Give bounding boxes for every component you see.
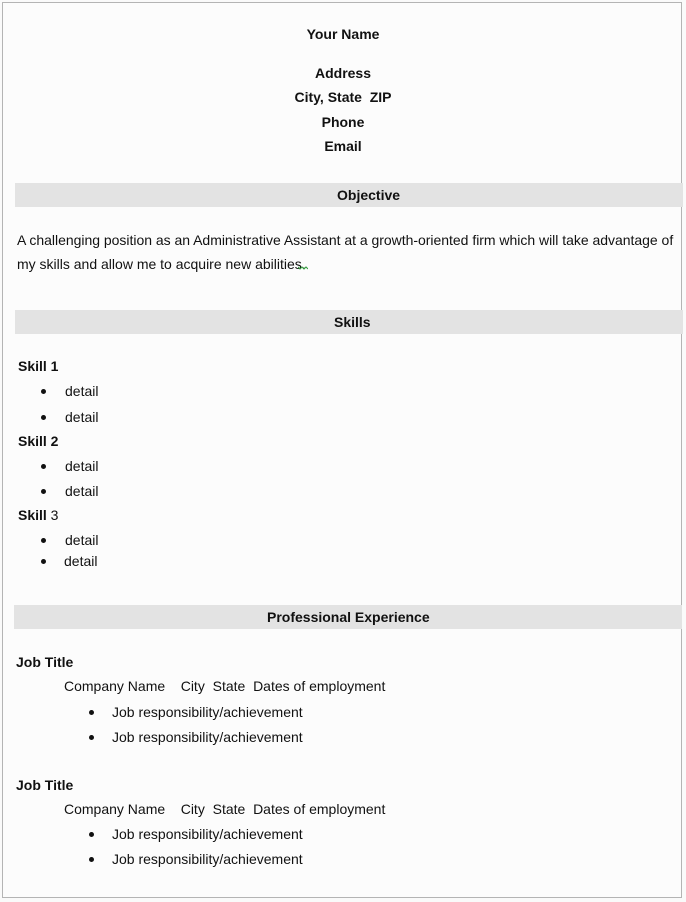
bullet-icon (41, 464, 46, 469)
objective-line-1: A challenging position as an Administrative Assistant at a growth-oriented firm which will take advantage of (17, 232, 674, 248)
skill-name: Skill 1 (18, 358, 59, 374)
bullet-icon (89, 857, 94, 862)
job-title: Job Title (16, 654, 74, 670)
city-state-zip: City, State ZIP (294, 89, 392, 105)
objective-heading: Objective (337, 187, 401, 203)
job-responsibility: Job responsibility/achievement (112, 704, 303, 720)
phone: Phone (321, 114, 365, 130)
job-responsibility: Job responsibility/achievement (112, 826, 303, 842)
job-company-line: Company Name City State Dates of employment (64, 801, 386, 817)
job-company-line: Company Name City State Dates of employment (64, 678, 386, 694)
skill-detail: detail (65, 383, 99, 399)
spellcheck-squiggle-icon (298, 266, 308, 270)
job-responsibility: Job responsibility/achievement (112, 729, 303, 745)
bullet-icon (41, 559, 46, 564)
skill-detail: detail (65, 532, 99, 548)
skill-detail: detail (65, 458, 99, 474)
bullet-icon (89, 710, 94, 715)
skill-detail: detail (65, 409, 99, 425)
objective-header-bar (15, 183, 683, 207)
bullet-icon (41, 538, 46, 543)
skill-name: Skill 2 (18, 433, 59, 449)
bullet-icon (41, 415, 46, 420)
skills-header-bar (15, 310, 683, 334)
bullet-icon (89, 832, 94, 837)
email: Email (324, 138, 362, 154)
address: Address (314, 65, 372, 81)
bullet-icon (41, 389, 46, 394)
job-title: Job Title (16, 777, 74, 793)
experience-header-bar (14, 605, 682, 629)
bullet-icon (41, 489, 46, 494)
skill-detail: detail (65, 483, 99, 499)
resume-page (2, 2, 682, 898)
skill-name: Skill 3 (18, 507, 59, 523)
skills-heading: Skills (334, 314, 371, 330)
bullet-icon (89, 735, 94, 740)
experience-heading: Professional Experience (267, 609, 430, 625)
objective-line-2: my skills and allow me to acquire new abilities. (17, 256, 306, 272)
job-responsibility: Job responsibility/achievement (112, 851, 303, 867)
name-heading: Your Name (306, 26, 380, 42)
skill-detail: detail (64, 553, 98, 569)
